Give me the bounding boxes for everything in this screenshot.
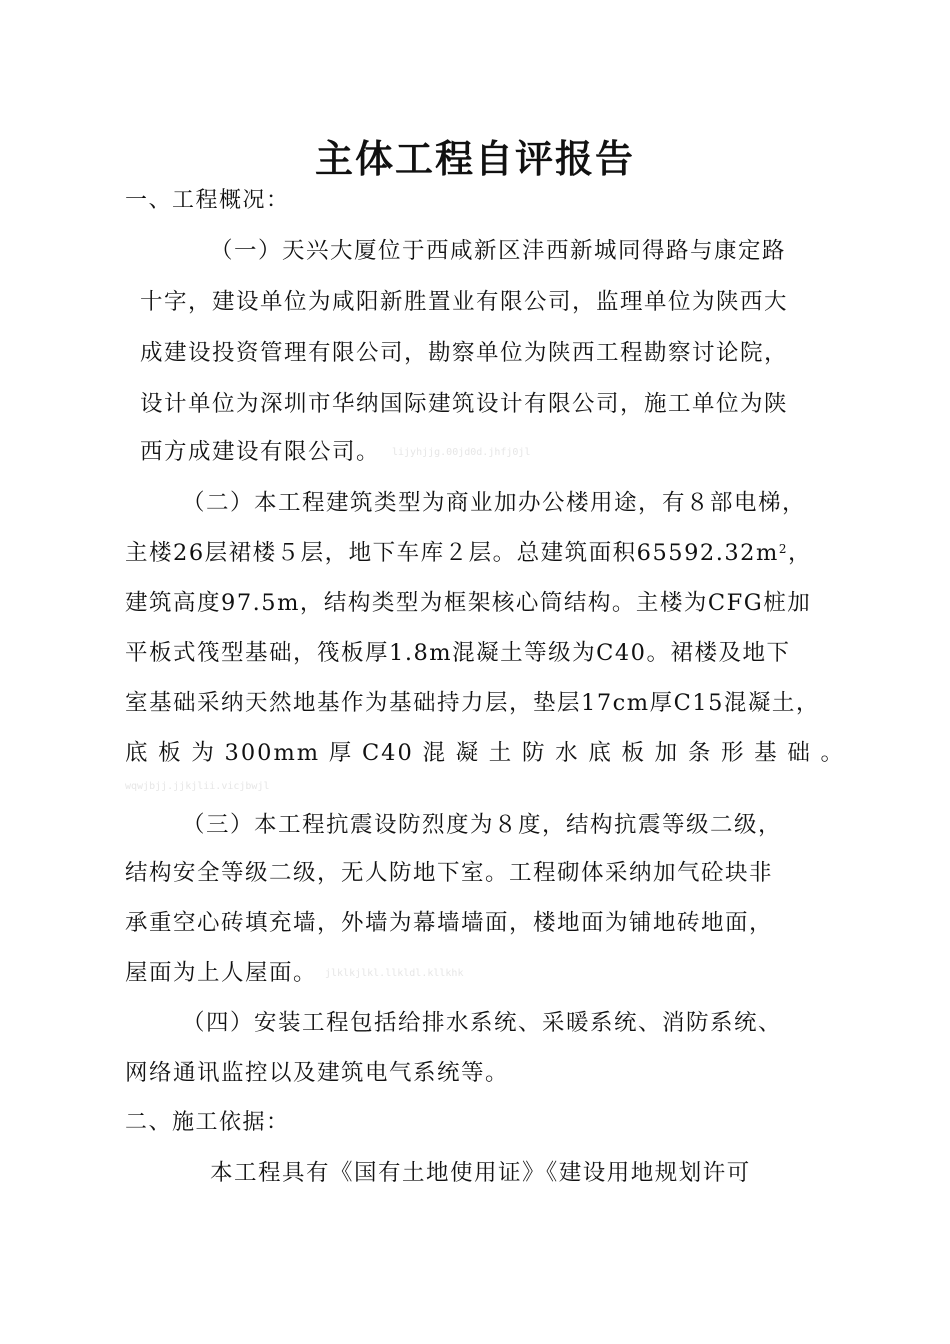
paragraph-line: （四）安装工程包括给排水系统、采暖系统、消防系统、	[182, 1010, 783, 1036]
paragraph-line: 本工程具有《国有土地使用证》《建设用地规划许可	[210, 1160, 751, 1186]
paragraph-line: 设计单位为深圳市华纳国际建筑设计有限公司，施工单位为陕	[140, 391, 789, 417]
paragraph-line: 西方成建设有限公司。	[140, 439, 381, 465]
paragraph-line: 承重空心砖填充墙，外墙为幕墙墙面，楼地面为铺地砖地面，	[125, 910, 774, 936]
paragraph-line: 网络通讯监控以及建筑电气系统等。	[125, 1060, 510, 1086]
paragraph-line: 平板式筏型基础，筏板厚1.8m混凝土等级为C40。裙楼及地下	[125, 640, 791, 666]
paragraph-line: 屋面为上人屋面。	[125, 960, 318, 986]
paragraph-line: 底板为300mm厚C40混凝土防水底板加条形基础。	[125, 740, 845, 766]
section-heading-basis: 二、施工依据：	[125, 1110, 290, 1135]
paragraph-line: 建筑高度97.5m，结构类型为框架核心筒结构。主楼为CFG桩加	[125, 590, 812, 616]
paragraph-line: （二）本工程建筑类型为商业加办公楼用途，有８部电梯，	[182, 490, 807, 516]
page-title: 主体工程自评报告	[314, 137, 635, 181]
watermark-text: wqwjbjj.jjkjlii.vicjbwjl	[125, 781, 270, 792]
section-heading-overview: 一、工程概况：	[125, 188, 290, 213]
paragraph-line: 室基础采纳天然地基作为基础持力层，垫层17cm厚C15混凝土，	[125, 690, 820, 716]
paragraph-line: （一）天兴大厦位于西咸新区沣西新城同得路与康定路	[210, 238, 787, 264]
paragraph-text-tail: ，	[787, 540, 812, 566]
watermark-text: jlklkjlkl.llkldl.kllkhk	[325, 968, 464, 979]
watermark-text: lijyhjjg.00jd0d.jhfj0jl	[392, 447, 531, 458]
paragraph-line: （三）本工程抗震设防烈度为８度，结构抗震等级二级，	[182, 812, 783, 838]
paragraph-line: 成建设投资管理有限公司，勘察单位为陕西工程勘察讨论院，	[140, 340, 789, 366]
paragraph-line	[125, 538, 812, 568]
paragraph-line: 十字，建设单位为咸阳新胜置业有限公司，监理单位为陕西大	[140, 289, 789, 315]
paragraph-text: 主楼26层裙楼５层，地下车库２层。总建筑面积65592.32m	[125, 540, 779, 566]
superscript-two: 2	[778, 542, 788, 556]
paragraph-line: 结构安全等级二级，无人防地下室。工程砌体采纳加气砼块非	[125, 860, 774, 886]
